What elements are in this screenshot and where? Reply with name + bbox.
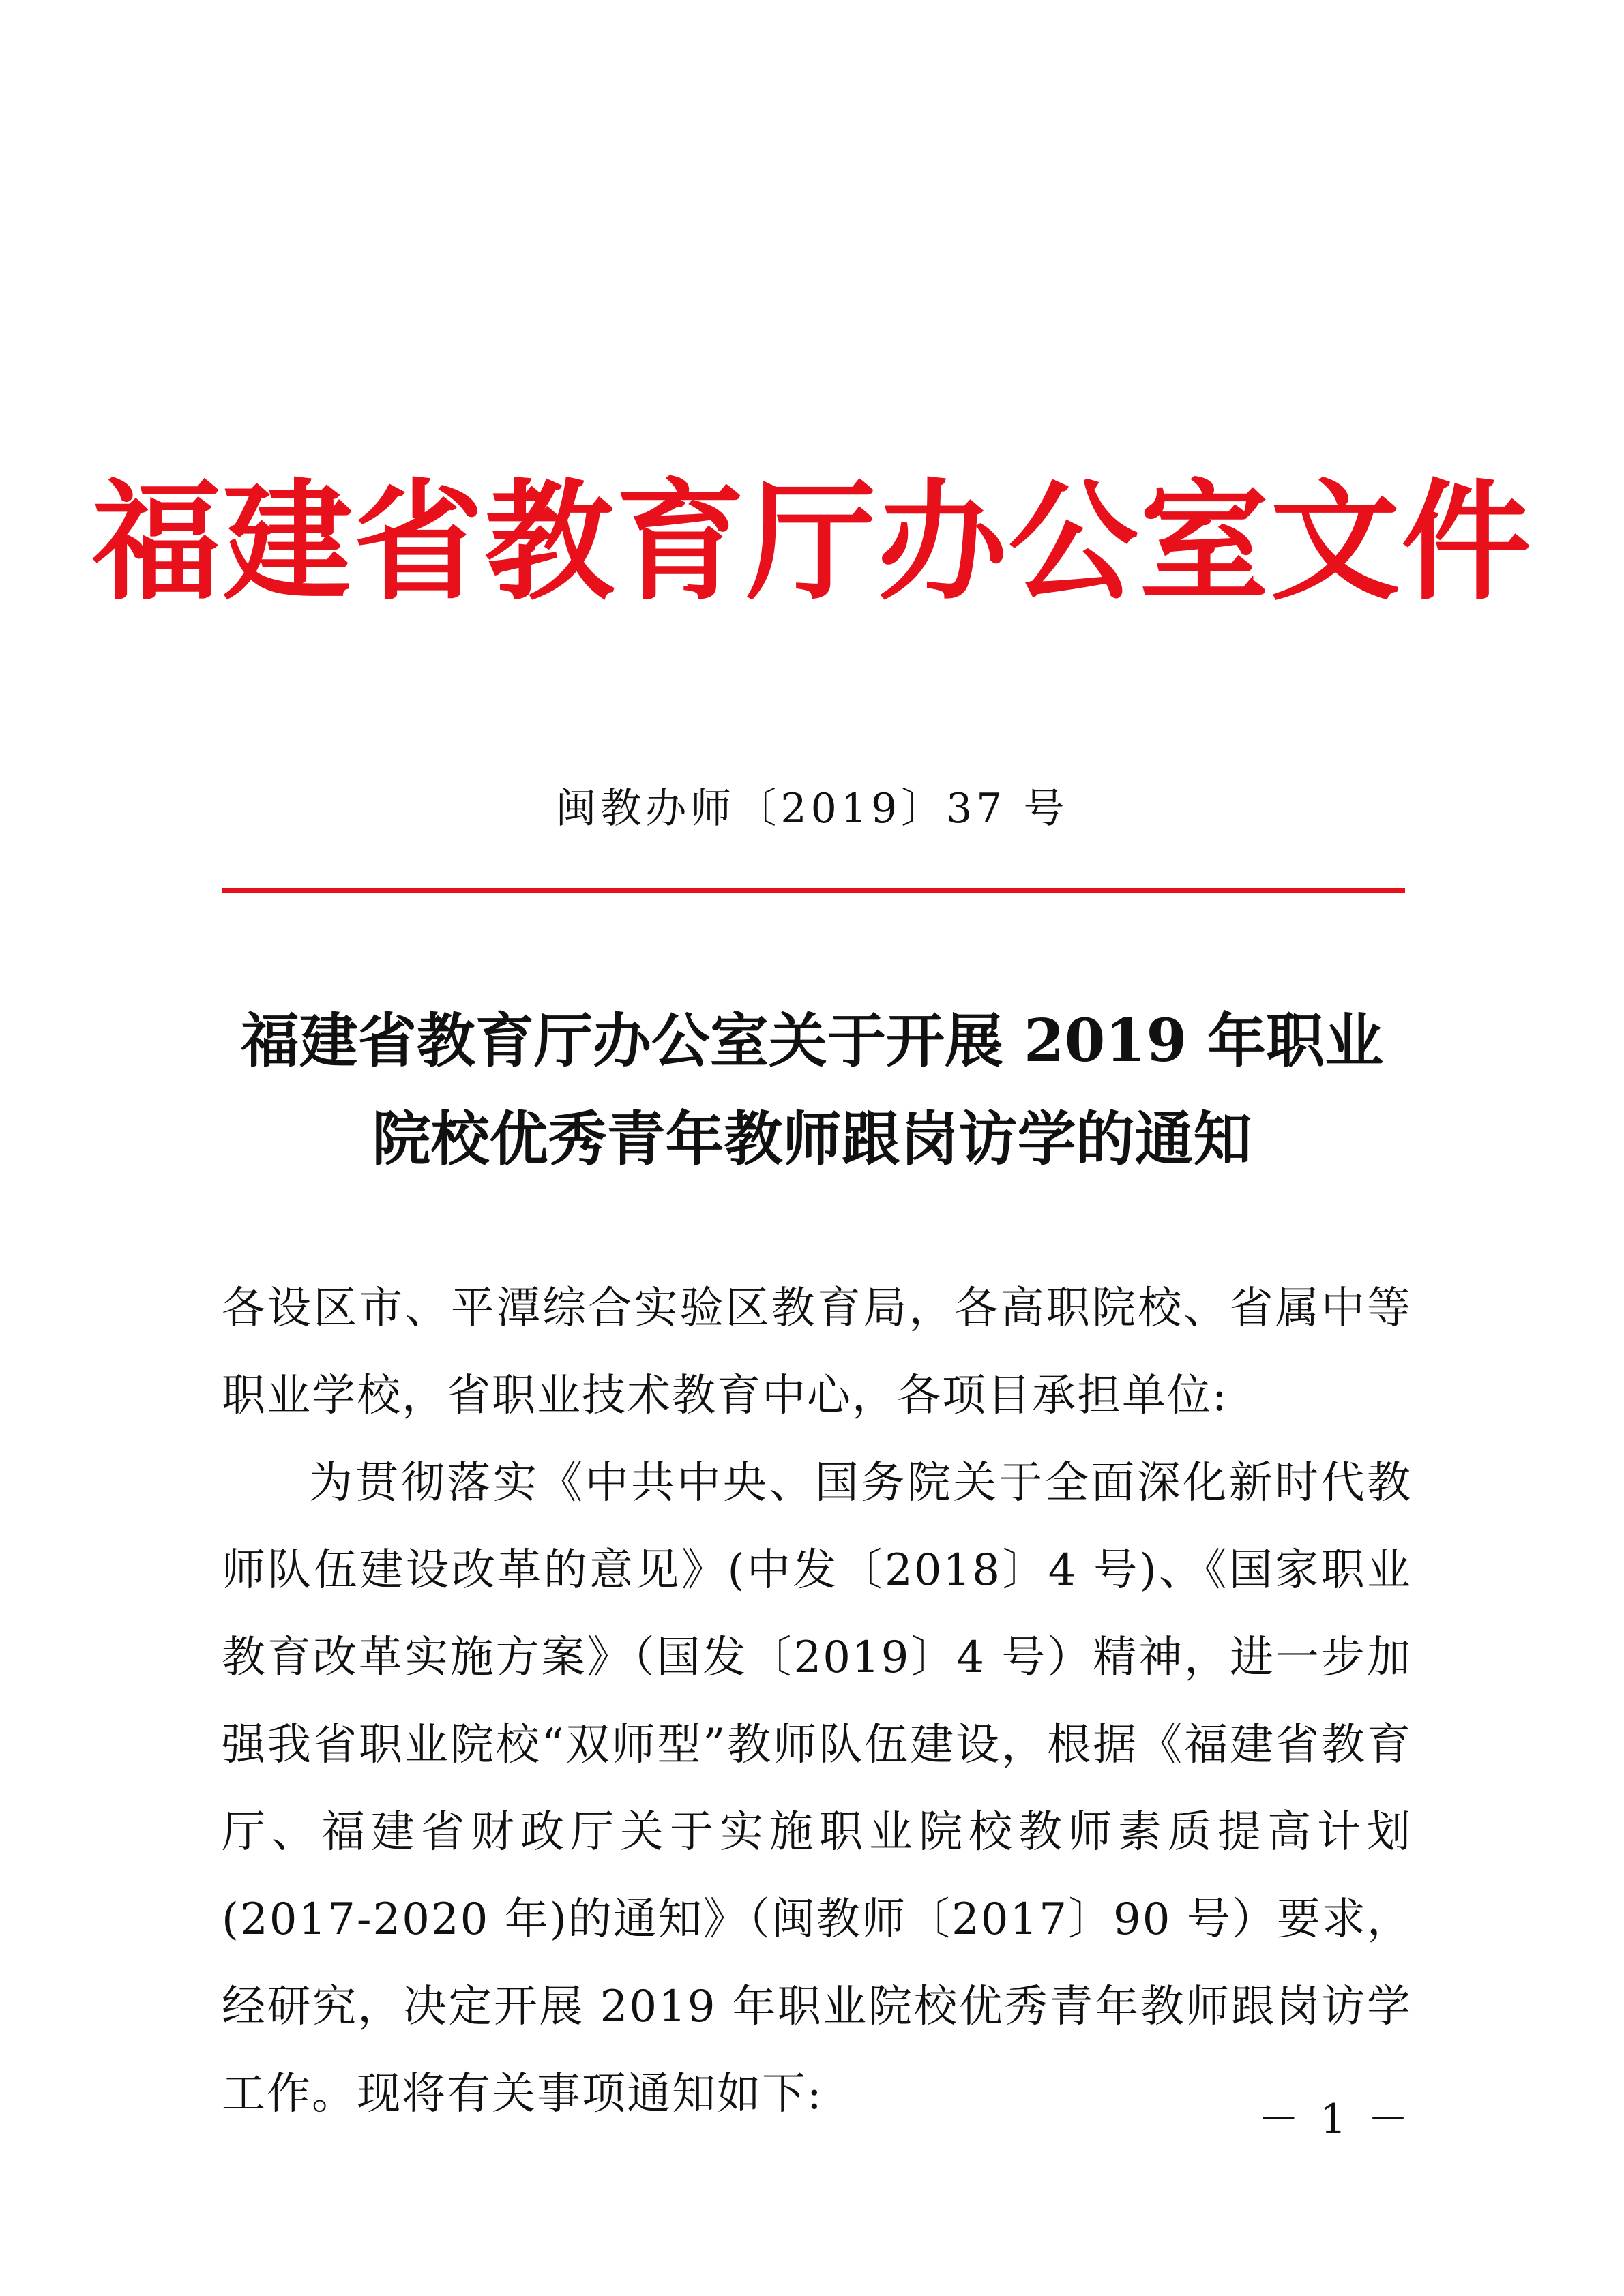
document-body: [222, 1265, 1412, 2138]
title-line-1: 福建省教育厅办公室关于开展 2019 年职业: [240, 1007, 1384, 1075]
document-masthead: 福建省教育厅办公室文件: [91, 466, 1533, 618]
body-paragraph: 为贯彻落实《中共中央、国务院关于全面深化新时代教师队伍建设改革的意见》(中发〔2018〕4 号)、《国家职业教育改革实施方案》（国发〔2019〕4 号）精神，进一步加强我省职业院校“双师型”教师队伍建设，根据《福建省教育厅、福建省财政厅关于实施职业院校教师素质提高计划(2017-2020 年)的通知》（闽教师〔2017〕90 号）要求，经研究，决定开展 2019 年职业院校优秀青年教师跟岗访学工作。现将有关事项通知如下:: [222, 1458, 1412, 2119]
recipients-paragraph: 各设区市、平潭综合实验区教育局，各高职院校、省属中等职业学校，省职业技术教育中心，各项目承担单位:: [222, 1283, 1412, 1421]
page-number: － 1 －: [1258, 2096, 1413, 2143]
document-number: 闽教办师〔2019〕37 号: [555, 785, 1069, 833]
red-divider-line: [222, 888, 1405, 893]
document-title: [0, 992, 1624, 1189]
title-line-2: 院校优秀青年教师跟岗访学的通知: [372, 1105, 1252, 1174]
